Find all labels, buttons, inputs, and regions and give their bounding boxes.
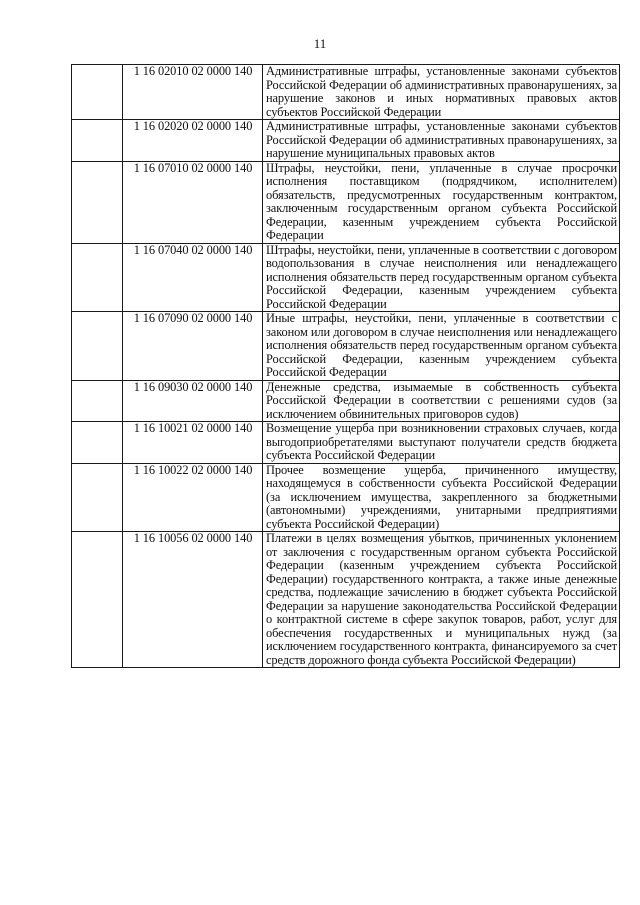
- empty-cell: [72, 243, 123, 312]
- table-row: [72, 243, 620, 312]
- revenue-code-cell: 1 16 02020 02 0000 140: [123, 120, 263, 162]
- table-row: [72, 312, 620, 381]
- revenue-description-cell: Платежи в целях возмещения убытков, причиненных уклонением от заключения с государственным органом субъекта Российской Федерации (казенным учреждением субъекта Российской Федерации) государственного контракта, а также иные денежные средства, подлежащие зачислению в бюджет субъекта Российской Федерации за нарушение законодательства Российской Федерации о контрактной системе в сфере закупок товаров, работ, услуг для обеспечения государственных и муниципальных нужд (за исключением государственного контракта, финансируемого за счет средств дорожного фонда субъекта Российской Федерации): [263, 532, 620, 668]
- empty-cell: [72, 422, 123, 464]
- revenue-description-cell: Иные штрафы, неустойки, пени, уплаченные в соответствии с законом или договором в случае неисполнения или ненадлежащего исполнения обязательств перед государственным органом субъекта Российской Федерации, казенным учреждением субъекта Российской Федерации: [263, 312, 620, 381]
- revenue-code-cell: 1 16 07010 02 0000 140: [123, 161, 263, 243]
- empty-cell: [72, 312, 123, 381]
- table-row: [72, 422, 620, 464]
- revenue-description-cell: Штрафы, неустойки, пени, уплаченные в случае просрочки исполнения поставщиком (подрядчиком, исполнителем) обязательств, предусмотренных государственным контрактом, заключенным государственным органом субъекта Российской Федерации, казенным учреждением субъекта Российской Федерации: [263, 161, 620, 243]
- revenue-code-cell: 1 16 09030 02 0000 140: [123, 380, 263, 422]
- revenue-code-cell: 1 16 10022 02 0000 140: [123, 463, 263, 532]
- revenue-code-cell: 1 16 07090 02 0000 140: [123, 312, 263, 381]
- table-row: [72, 380, 620, 422]
- revenue-codes-table: [71, 64, 620, 668]
- revenue-description-cell: Прочее возмещение ущерба, причиненного имуществу, находящемуся в собственности субъекта Российской Федерации (за исключением имущества, закрепленного за бюджетными (автономными) учреждениями, унитарными предприятиями субъекта Российской Федерации): [263, 463, 620, 532]
- empty-cell: [72, 532, 123, 668]
- table-row: [72, 65, 620, 120]
- revenue-code-cell: 1 16 07040 02 0000 140: [123, 243, 263, 312]
- revenue-description-cell: Административные штрафы, установленные законами субъектов Российской Федерации об административных правонарушениях, за нарушение законов и иных нормативных правовых актов субъектов Российской Федерации: [263, 65, 620, 120]
- page-number: 11: [313, 36, 327, 51]
- table-row: [72, 463, 620, 532]
- empty-cell: [72, 463, 123, 532]
- empty-cell: [72, 65, 123, 120]
- empty-cell: [72, 161, 123, 243]
- table-row: [72, 161, 620, 243]
- table-row: [72, 532, 620, 668]
- revenue-description-cell: Административные штрафы, установленные законами субъектов Российской Федерации об административных правонарушениях, за нарушение муниципальных правовых актов: [263, 120, 620, 162]
- revenue-code-cell: 1 16 10056 02 0000 140: [123, 532, 263, 668]
- empty-cell: [72, 120, 123, 162]
- revenue-code-cell: 1 16 10021 02 0000 140: [123, 422, 263, 464]
- revenue-description-cell: Денежные средства, изымаемые в собственность субъекта Российской Федерации в соответствии с решениями судов (за исключением обвинительных приговоров судов): [263, 380, 620, 422]
- revenue-description-cell: Штрафы, неустойки, пени, уплаченные в соответствии с договором водопользования в случае неисполнения или ненадлежащего исполнения обязательств перед государственным органом субъекта Российской Федерации, казенным учреждением субъекта Российской Федерации: [263, 243, 620, 312]
- revenue-code-cell: 1 16 02010 02 0000 140: [123, 65, 263, 120]
- revenue-description-cell: Возмещение ущерба при возникновении страховых случаев, когда выгодоприобретателями выступают получатели средств бюджета субъекта Российской Федерации: [263, 422, 620, 464]
- table-row: [72, 120, 620, 162]
- empty-cell: [72, 380, 123, 422]
